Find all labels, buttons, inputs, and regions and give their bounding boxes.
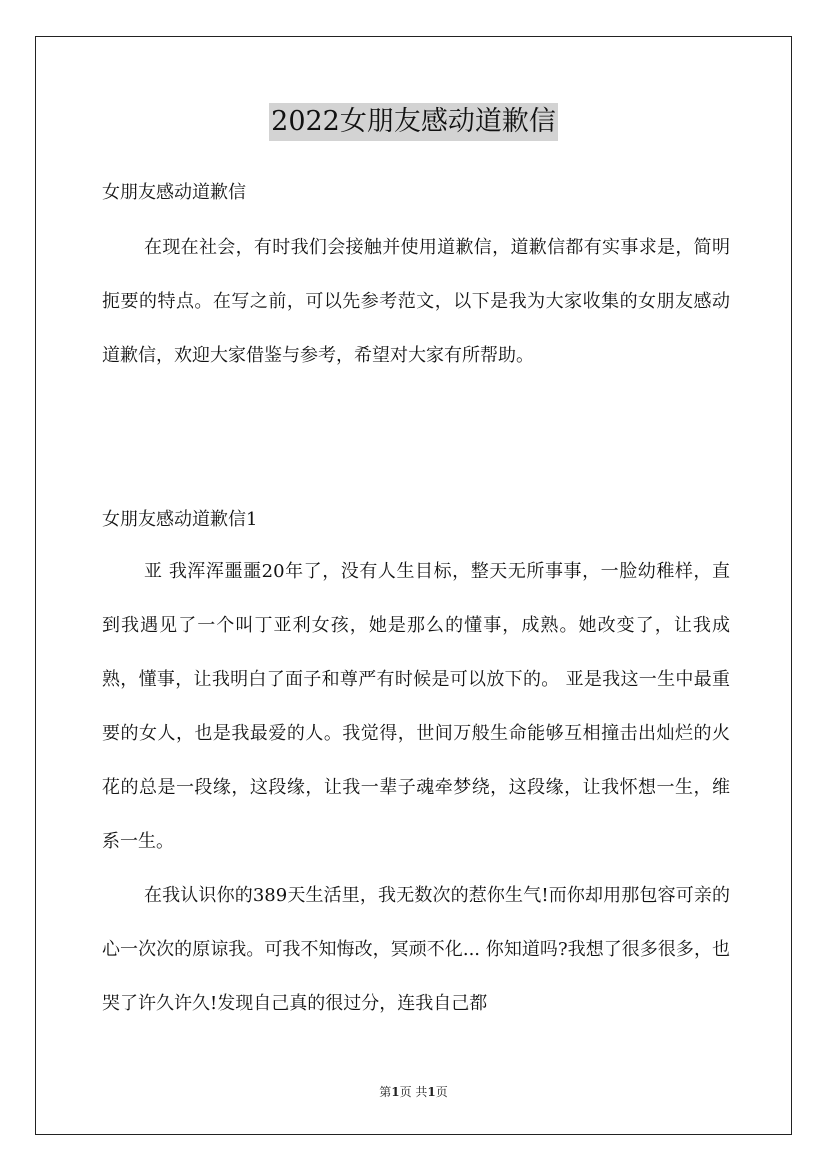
letter-paragraph-2: 在我认识你的389天生活里，我无数次的惹你生气!而你却用那包容可亲的心一次次的原谅我。可我不知悔改，冥顽不化... 你知道吗?我想了很多很多，也哭了许久许久!发现自己真的很过分，连我自己都 [102, 885, 730, 1014]
footer-suffix: 页 [435, 1085, 448, 1099]
letter-paragraph-1: 亚 我浑浑噩噩20年了，没有人生目标，整天无所事事，一脸幼稚样，直到我遇见了一个叫丁亚利女孩，她是那么的懂事，成熟。她改变了，让我成熟，懂事，让我明白了面子和尊严有时候是可以放下的。 亚是我这一生中最重要的女人，也是我最爱的人。我觉得，世间万般生命能够互相撞击出灿烂的火花的总是一段缘，这段缘，让我一辈子魂牵梦绕，这段缘，让我怀想一生，维系一生。 [102, 561, 730, 852]
footer-middle: 页 共 [399, 1085, 428, 1099]
letter-heading: 女朋友感动道歉信1 [102, 509, 258, 530]
section-heading: 女朋友感动道歉信 [102, 182, 246, 203]
document-title: 2022女朋友感动道歉信 [269, 103, 558, 141]
intro-paragraph: 在现在社会，有时我们会接触并使用道歉信，道歉信都有实事求是，简明扼要的特点。在写之前，可以先参考范文，以下是我为大家收集的女朋友感动道歉信，欢迎大家借鉴与参考，希望对大家有所帮助。 [102, 237, 730, 366]
footer-page-number: 1 [391, 1085, 400, 1099]
footer-prefix: 第 [379, 1085, 392, 1099]
page-footer [0, 1083, 827, 1101]
title-container [0, 103, 827, 141]
footer-page-total: 1 [427, 1085, 436, 1099]
